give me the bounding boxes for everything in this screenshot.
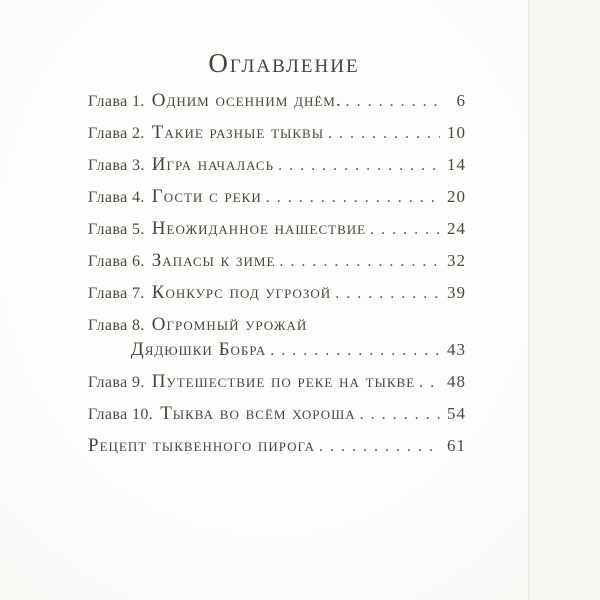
toc-entry-body [152, 280, 466, 306]
toc-entry-body [152, 88, 466, 114]
toc-entry [88, 401, 466, 427]
toc-entry-line [152, 216, 466, 242]
chapter-label: Глава 10. [88, 406, 154, 423]
toc-entry [88, 369, 466, 395]
page-title: Оглавление [208, 48, 360, 78]
page-number: 10 [447, 123, 466, 142]
toc-entry-line-2 [131, 337, 466, 363]
toc-entry [88, 120, 466, 146]
chapter-label: Глава 4. [88, 189, 145, 206]
page-number: 20 [447, 187, 466, 206]
dot-leader [328, 121, 440, 146]
toc-entry [88, 216, 466, 242]
page-number: 6 [456, 91, 466, 110]
toc-entry [88, 280, 466, 306]
toc-entry-body [152, 248, 466, 274]
chapter-title: Рецепт тыквенного пирога [88, 435, 316, 456]
toc-entry-body [152, 120, 466, 146]
chapter-title: Игра началась [151, 154, 275, 175]
page-edge-strip [529, 0, 600, 600]
toc-entry-line [152, 369, 466, 395]
chapter-title: Такие разные тыквы [151, 122, 325, 143]
toc-entry-line [152, 248, 466, 274]
dot-leader [319, 434, 440, 459]
chapter-label: Глава 8. [88, 317, 145, 334]
toc-entry-body [152, 369, 466, 395]
toc-entry-line [152, 280, 466, 306]
page-edge-line [528, 0, 529, 600]
dot-leader [278, 153, 440, 178]
toc-entry-line [152, 312, 466, 337]
dot-leader [270, 338, 440, 363]
dot-leader [335, 281, 440, 306]
toc-entry-body [152, 216, 466, 242]
page-number: 14 [447, 155, 466, 174]
dot-leader [266, 185, 440, 210]
dot-leader [360, 402, 440, 427]
toc-entry-body [88, 433, 466, 459]
chapter-title-line2: Дядюшки Бобра [130, 339, 267, 360]
toc-entry-line [88, 433, 466, 459]
toc-entry-line [160, 401, 466, 427]
chapter-label: Глава 2. [88, 125, 145, 142]
dot-leader [419, 370, 440, 395]
chapter-label: Глава 7. [88, 285, 145, 302]
toc-entry-body [152, 152, 466, 178]
chapter-title: Неожиданное нашествие [151, 218, 367, 239]
page-number: 24 [447, 219, 466, 238]
toc-entry [88, 248, 466, 274]
toc-entry-body [160, 401, 466, 427]
chapter-label: Глава 9. [88, 374, 145, 391]
chapter-title: Гости с реки [151, 186, 262, 207]
toc-entry [88, 152, 466, 178]
page-number: 32 [447, 251, 466, 270]
chapter-title: Одним осенним днём. [151, 90, 342, 111]
toc-entry [88, 184, 466, 210]
chapter-label: Глава 1. [88, 93, 145, 110]
chapter-title: Конкурс под угрозой [151, 282, 332, 303]
chapter-label: Глава 5. [88, 221, 145, 238]
toc-entry [88, 433, 466, 459]
toc-entry-line [152, 184, 466, 210]
chapter-label: Глава 3. [88, 157, 145, 174]
toc-entry-line [152, 152, 466, 178]
page-number: 48 [447, 372, 466, 391]
chapter-label: Глава 6. [88, 253, 145, 270]
toc-list [88, 88, 466, 465]
chapter-title: Запасы к зиме [151, 250, 276, 271]
dot-leader [370, 217, 440, 242]
page-number: 39 [447, 283, 466, 302]
chapter-title: Тыква во всём хороша [160, 403, 356, 424]
toc-entry-body [130, 312, 466, 363]
toc-entry [88, 312, 466, 363]
toc-entry-line [152, 120, 466, 146]
page-number: 61 [447, 436, 466, 455]
toc-entry-body [152, 184, 466, 210]
chapter-title: Огромный урожай [151, 314, 308, 335]
chapter-title: Путешествие по реке на тыкве [151, 371, 416, 392]
toc-entry [88, 88, 466, 114]
dot-leader [346, 89, 440, 114]
toc-entry-line [152, 88, 466, 114]
page-number: 54 [447, 404, 466, 423]
dot-leader [279, 249, 440, 274]
page-number: 43 [447, 340, 466, 359]
